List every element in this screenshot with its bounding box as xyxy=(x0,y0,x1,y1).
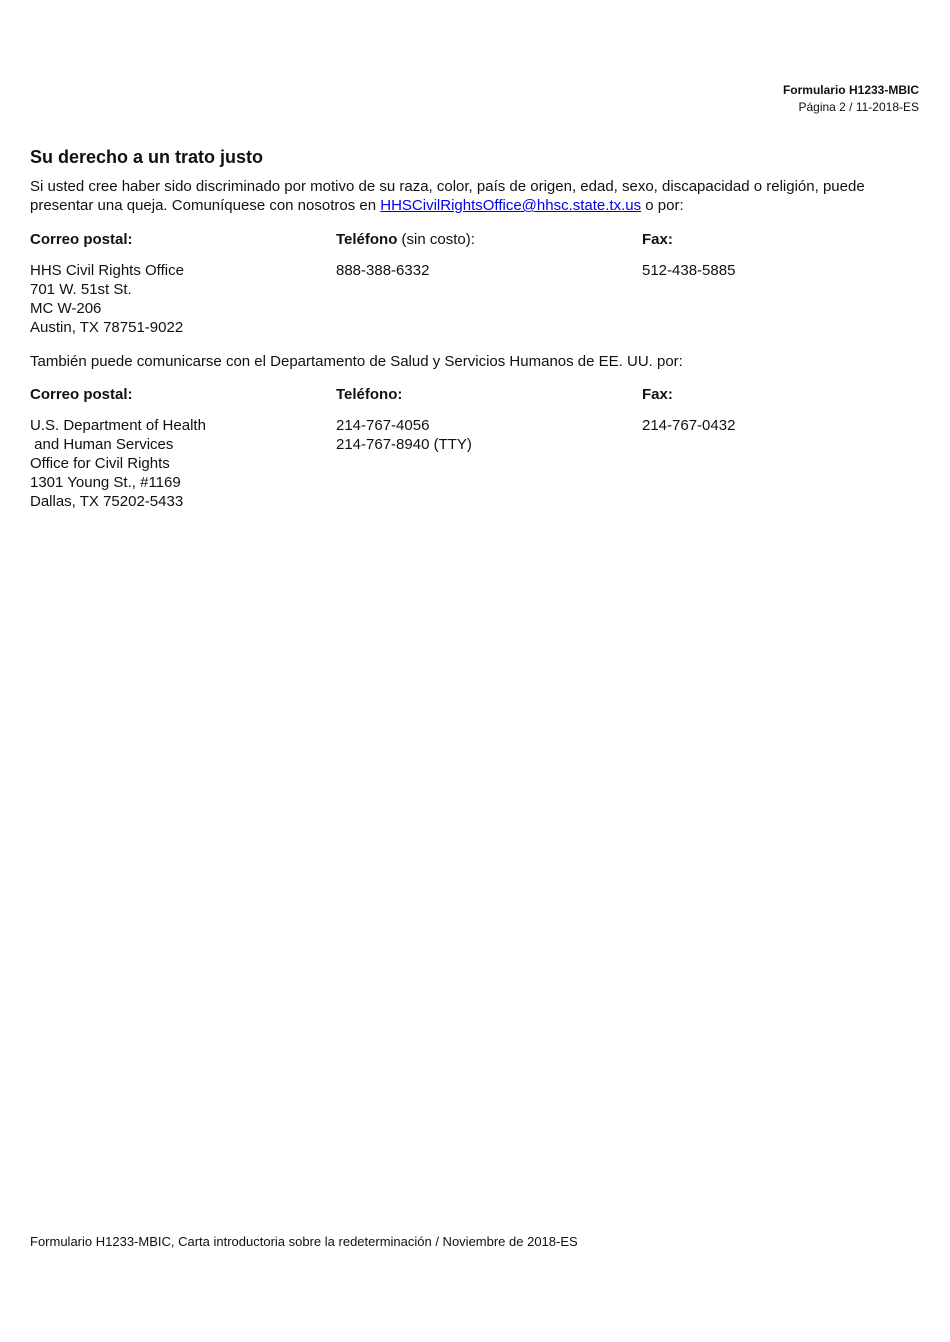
form-id: Formulario H1233-MBIC xyxy=(782,83,919,97)
email-link[interactable]: HHSCivilRightsOffice@hhsc.state.tx.us xyxy=(380,197,642,214)
fax-label: Fax: xyxy=(642,231,673,248)
address-line: MC W-206 xyxy=(30,300,102,317)
address-line: Dallas, TX 75202-5433 xyxy=(30,493,184,510)
federal-fax: 214-767-0432 xyxy=(642,417,736,434)
federal-contact-values xyxy=(30,416,910,511)
phone-label-text: Teléfono xyxy=(336,231,398,248)
mail-label: Correo postal: xyxy=(30,231,133,248)
mail-label: Correo postal: xyxy=(30,386,133,403)
address-line: U.S. Department of Health xyxy=(30,417,206,434)
tty-number: 214-767-8940 (TTY) xyxy=(336,436,472,453)
federal-phones xyxy=(336,416,642,511)
also-contact-text: También puede comunicarse con el Departamento de Salud y Servicios Humanos de EE. UU. por: xyxy=(30,353,683,370)
address-line: 1301 Young St., #1169 xyxy=(30,474,181,491)
section-title: Su derecho a un trato justo xyxy=(30,147,264,167)
state-address xyxy=(30,261,336,337)
address-line: Austin, TX 78751-9022 xyxy=(30,319,184,336)
phone-label: Teléfono: xyxy=(336,386,403,403)
page-header xyxy=(783,82,919,116)
federal-contact-headers xyxy=(30,385,910,404)
phone-note: (sin costo): xyxy=(397,231,475,248)
address-line: and Human Services xyxy=(30,436,174,453)
intro-text: Si usted cree haber sido discriminado por motivo de su raza, color, país de origen, edad, sexo, discapacidad o religión, puede presentar una queja. Comuníquese con nosotros en xyxy=(30,178,865,214)
state-fax: 512-438-5885 xyxy=(642,262,736,279)
state-contact-headers xyxy=(30,230,910,249)
phone-number: 214-767-4056 xyxy=(336,417,430,434)
page-info: Página 2 / 11-2018-ES xyxy=(798,100,919,114)
intro-suffix: o por: xyxy=(641,197,684,214)
phone-label xyxy=(336,230,642,249)
intro-paragraph xyxy=(30,177,910,215)
main-content xyxy=(30,145,910,511)
state-phone: 888-388-6332 xyxy=(336,262,430,279)
address-line: HHS Civil Rights Office xyxy=(30,262,184,279)
fax-label: Fax: xyxy=(642,386,673,403)
address-line: Office for Civil Rights xyxy=(30,455,170,472)
state-contact-values xyxy=(30,261,910,337)
federal-address xyxy=(30,416,336,511)
address-line: 701 W. 51st St. xyxy=(30,281,132,298)
page-footer: Formulario H1233-MBIC, Carta introductoria sobre la redeterminación / Noviembre de 2018-ES xyxy=(30,1234,578,1249)
